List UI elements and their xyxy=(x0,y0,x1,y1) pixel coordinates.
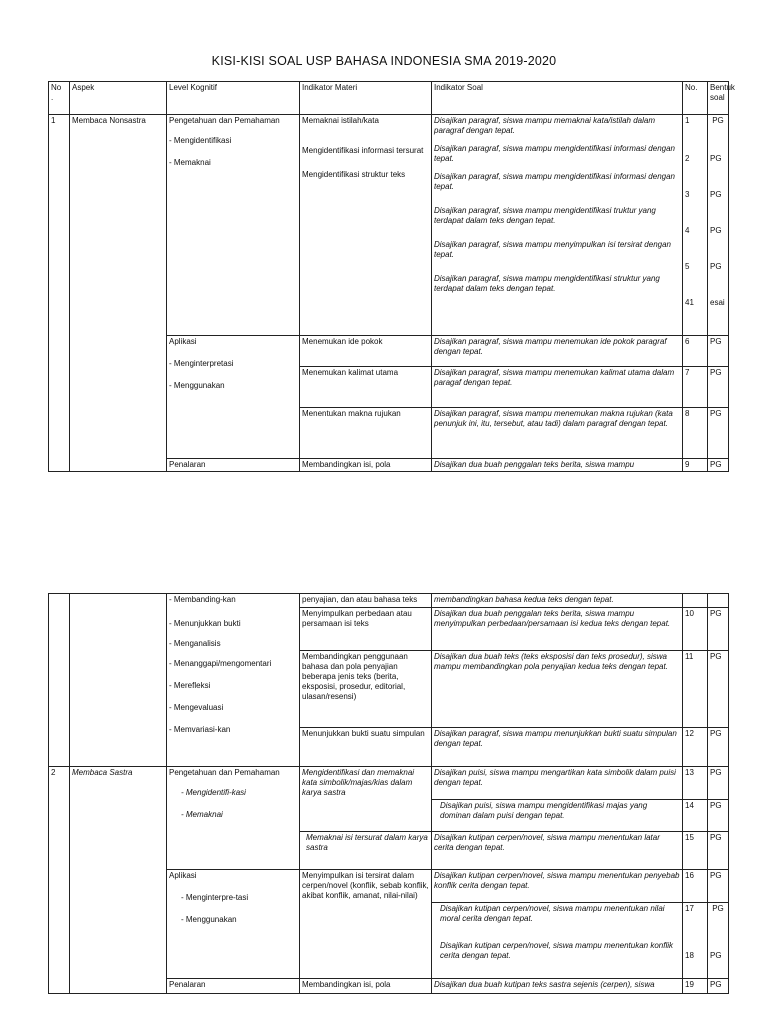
table-row xyxy=(49,115,729,336)
indikator-soal-cell: Disajikan kutipan cerpen/novel, siswa mampu menentukan latar cerita dengan tepat. xyxy=(432,831,683,869)
level-kognitif-cell: Pengetahuan dan Pemahaman - Mengidentifi-kasi - Memaknai xyxy=(167,767,300,870)
row-number: 2 xyxy=(49,767,70,994)
kisi-kisi-table-page-2 xyxy=(48,593,729,994)
level-kognitif-cell: Penalaran xyxy=(167,979,300,994)
bentuk-soal-cell: PG PG xyxy=(708,767,729,832)
header-no: No . xyxy=(49,82,70,115)
nomor-soal-cell: 11 xyxy=(683,651,708,728)
nomor-soal-cell: 6 7 8 xyxy=(683,336,708,459)
indikator-materi-cell: Mengidentifikasi dan memaknai kata simbolik/majas/kias dalam karya sastra xyxy=(300,767,432,832)
table-row xyxy=(49,594,729,608)
bentuk-soal-cell: PG xyxy=(708,608,729,651)
header-nomor: No. xyxy=(683,82,708,115)
bentuk-soal-cell: PG xyxy=(708,459,729,472)
table-header-row xyxy=(49,82,729,115)
nomor-soal-cell: 19 xyxy=(683,979,708,994)
indikator-soal-cell: Disajikan dua buah penggalan teks berita, siswa mampu menyimpulkan perbedaan/persamaan isi kedua teks dengan tepat. xyxy=(432,608,683,651)
level-kognitif-cell: Penalaran xyxy=(167,459,300,472)
indikator-soal-cell: Disajikan dua buah teks (teks eksposisi dan teks prosedur), siswa mampu membandingkan pola penyajian kedua teks dengan tepat. xyxy=(432,651,683,728)
indikator-soal-cell: Disajikan kutipan cerpen/novel, siswa mampu menentukan penyebab konflik cerita dengan tepat. Disajikan kutipan cerpen/novel, siswa mampu menentukan nilai moral cerita dengan tepat. Disajikan kutipan cerpen/novel, siswa mampu menentukan konflik cerita dengan tepat. xyxy=(432,870,683,979)
nomor-soal-cell: 1 2 3 4 5 41 xyxy=(683,115,708,336)
row-number: 1 xyxy=(49,115,70,472)
aspek-cell: Membaca Sastra xyxy=(70,767,167,994)
bentuk-soal-cell: PG xyxy=(708,979,729,994)
bentuk-soal-cell xyxy=(708,594,729,608)
indikator-materi-cell: Menunjukkan bukti suatu simpulan xyxy=(300,728,432,767)
bentuk-soal-cell: PG PG PG PG PG esai xyxy=(708,115,729,336)
indikator-materi-cell: Membandingkan penggunaan bahasa dan pola penyajian beberapa jenis teks (berita, eksposisi, prosedur, editorial, ulasan/resensi) xyxy=(300,651,432,728)
indikator-soal-cell: Disajikan dua buah penggalan teks berita, siswa mampu xyxy=(432,459,683,472)
bentuk-soal-cell: PG xyxy=(708,831,729,869)
indikator-soal-cell: Disajikan puisi, siswa mampu mengartikan kata simbolik dalam puisi dengan tepat. Disajikan puisi, siswa mampu mengidentifikasi majas yang dominan dalam puisi dengan tepat. xyxy=(432,767,683,832)
bentuk-soal-cell: PG xyxy=(708,651,729,728)
kisi-kisi-table-page-1 xyxy=(48,81,735,472)
header-level-kognitif: Level Kognitif xyxy=(167,82,300,115)
nomor-soal-cell: 10 xyxy=(683,608,708,651)
bentuk-soal-cell: PG PG PG xyxy=(708,870,729,979)
row-number xyxy=(49,594,70,767)
header-indikator-soal: Indikator Soal xyxy=(432,82,683,115)
nomor-soal-cell: 9 xyxy=(683,459,708,472)
header-bentuk-soal: Bentuk soal xyxy=(708,82,729,115)
level-kognitif-cell: - Membanding-kan - Menunjukkan bukti - Menganalisis - Menanggapi/mengomentari - Merefleksi - Mengevaluasi - Memvariasi-kan xyxy=(167,594,300,767)
indikator-materi-cell: Menyimpulkan isi tersirat dalam cerpen/novel (konflik, sebab konflik, akibat konflik, amanat, nilai-nilai) xyxy=(300,870,432,979)
nomor-soal-cell: 13 14 xyxy=(683,767,708,832)
aspek-cell xyxy=(70,594,167,767)
level-kognitif-cell: Pengetahuan dan Pemahaman - Mengidentifikasi - Memaknai xyxy=(167,115,300,336)
indikator-materi-cell: Memaknai istilah/kata Mengidentifikasi informasi tersurat Mengidentifikasi struktur teks xyxy=(300,115,432,336)
indikator-materi-cell: Membandingkan isi, pola xyxy=(300,979,432,994)
indikator-soal-cell: Disajikan paragraf, siswa mampu memaknai kata/istilah dalam paragraf dengan tepat. Disajikan paragraf, siswa mampu mengidentifikasi informasi dengan tepat. Disajikan paragraf, siswa mampu mengidentifikasi informasi dengan tepat. Disajikan paragraf, siswa mampu mengidentifikasi truktur yang terdapat dalam teks dengan tepat. Disajikan paragraf, siswa mampu menyimpulkan isi tersirat dengan tepat. Disajikan paragraf, siswa mampu mengidentifikasi struktur yang terdapat dalam teks dengan tepat. xyxy=(432,115,683,336)
indikator-materi-cell: Membandingkan isi, pola xyxy=(300,459,432,472)
header-aspek: Aspek xyxy=(70,82,167,115)
aspek-cell: Membaca Nonsastra xyxy=(70,115,167,472)
level-kognitif-cell: Aplikasi - Menginterpretasi - Menggunakan xyxy=(167,336,300,459)
page-title: KISI-KISI SOAL USP BAHASA INDONESIA SMA 2019-2020 xyxy=(211,54,557,68)
indikator-materi-cell: penyajian, dan atau bahasa teks xyxy=(300,594,432,608)
nomor-soal-cell: 16 17 18 xyxy=(683,870,708,979)
nomor-soal-cell xyxy=(683,594,708,608)
bentuk-soal-cell: PG PG PG xyxy=(708,336,729,459)
level-kognitif-cell: Aplikasi - Menginterpre-tasi - Menggunakan xyxy=(167,870,300,979)
indikator-soal-cell: Disajikan dua buah kutipan teks sastra sejenis (cerpen), siswa xyxy=(432,979,683,994)
indikator-soal-cell: Disajikan paragraf, siswa mampu menunjukkan bukti suatu simpulan dengan tepat. xyxy=(432,728,683,767)
table-row xyxy=(49,767,729,832)
header-indikator-materi: Indikator Materi xyxy=(300,82,432,115)
indikator-materi-cell: Menemukan ide pokok Menemukan kalimat utama Menentukan makna rujukan xyxy=(300,336,432,459)
nomor-soal-cell: 12 xyxy=(683,728,708,767)
indikator-soal-cell: Disajikan paragraf, siswa mampu menemukan ide pokok paragraf dengan tepat. Disajikan paragraf, siswa mampu menemukan kalimat utama dalam paragaf dengan tepat. Disajikan paragraf, siswa mampu menemukan makna rujukan (kata penunjuk ini, itu, tersebut, atau tadi) dalam paragraf dengan tepat. xyxy=(432,336,683,459)
indikator-materi-cell: Menyimpulkan perbedaan atau persamaan isi teks xyxy=(300,608,432,651)
bentuk-soal-cell: PG xyxy=(708,728,729,767)
indikator-materi-cell: Memaknai isi tersurat dalam karya sastra xyxy=(300,831,432,869)
indikator-soal-cell: membandingkan bahasa kedua teks dengan tepat. xyxy=(432,594,683,608)
nomor-soal-cell: 15 xyxy=(683,831,708,869)
